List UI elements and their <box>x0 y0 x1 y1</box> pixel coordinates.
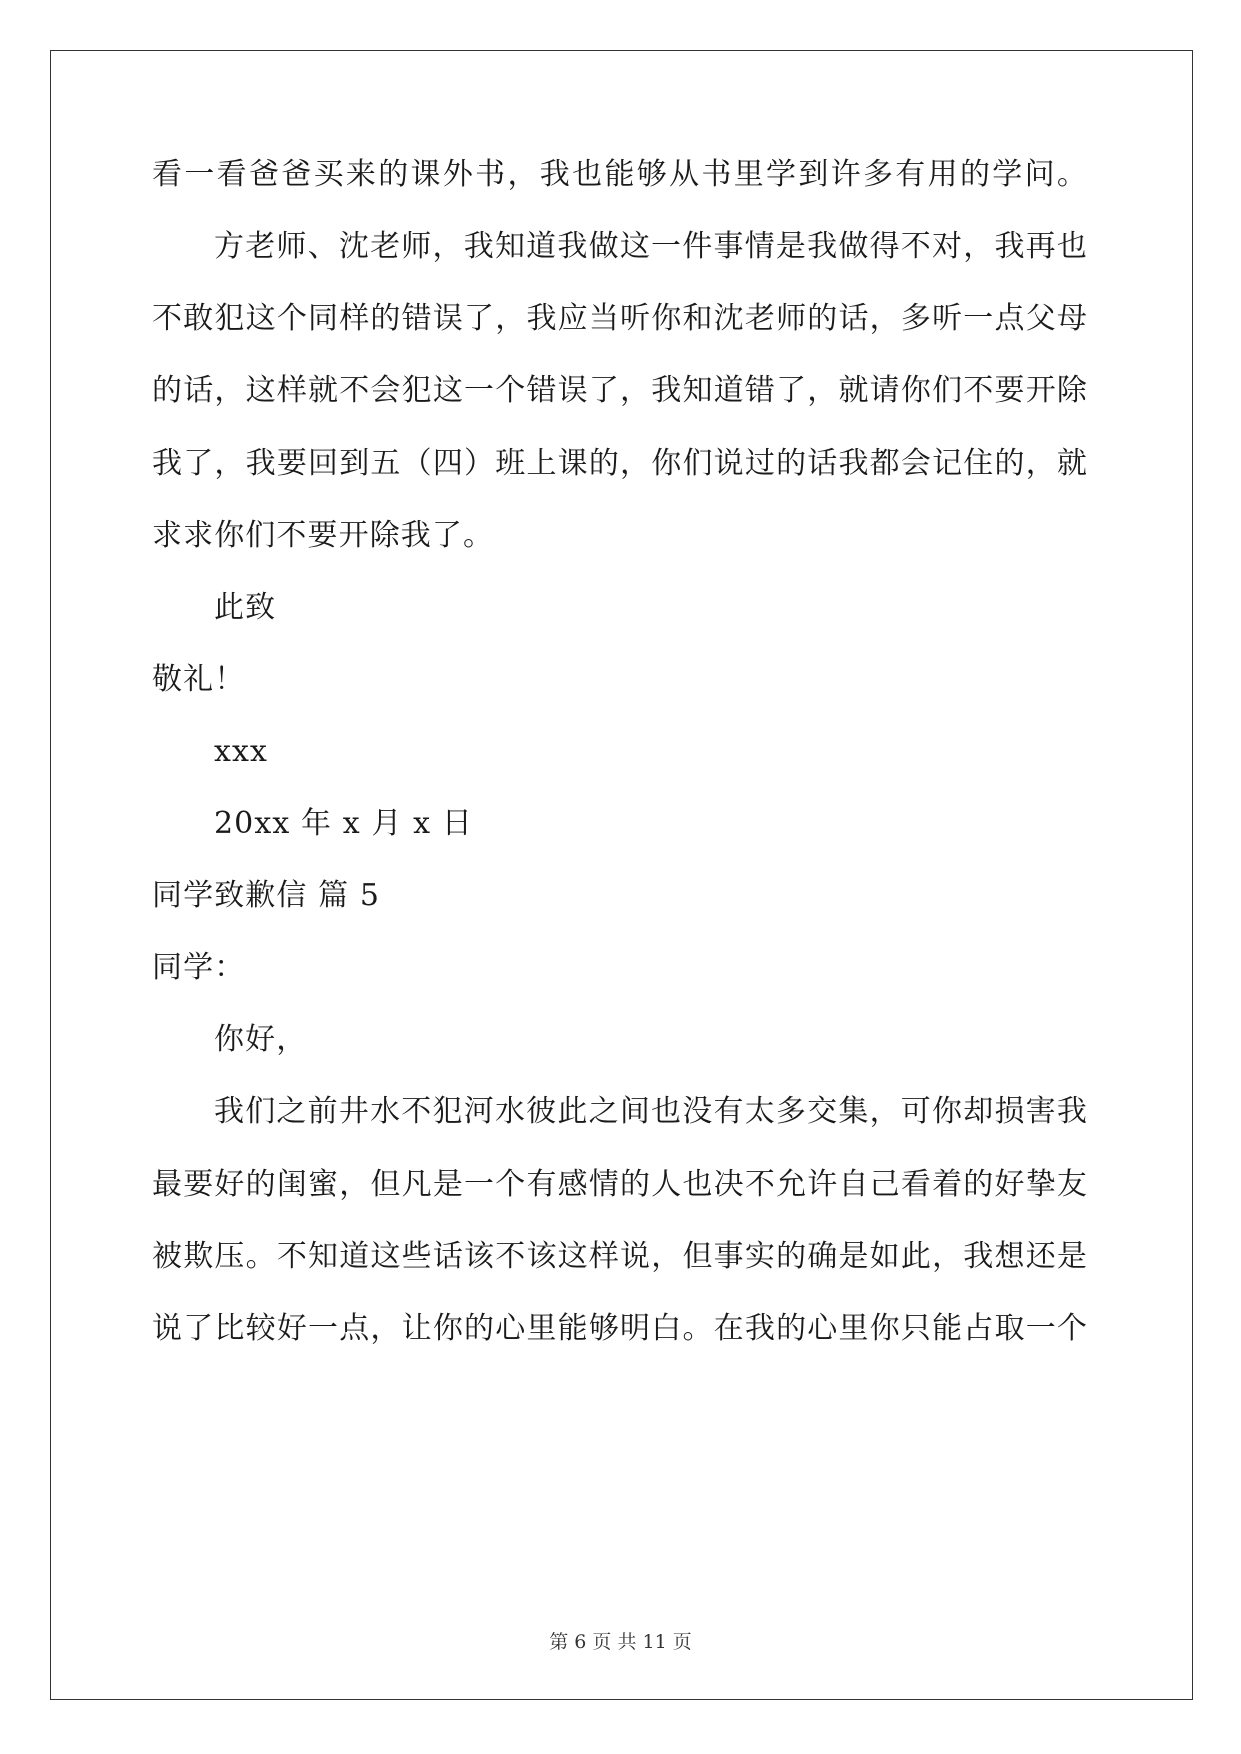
signature: xxx <box>214 734 269 769</box>
body-line-16: 被欺压。不知道这些话该不该这样说，但事实的确是如此，我想还是 <box>152 1239 1088 1274</box>
body-line-3: 不敢犯这个同样的错误了，我应当听你和沈老师的话，多听一点父母 <box>152 301 1088 336</box>
body-line-4: 的话，这样就不会犯这一个错误了，我知道错了，就请你们不要开除 <box>152 373 1088 408</box>
body-line-2: 方老师、沈老师，我知道我做这一件事情是我做得不对，我再也 <box>214 229 1088 264</box>
body-line-1: 看一看爸爸买来的课外书，我也能够从书里学到许多有用的学问。 <box>152 157 1088 192</box>
closing-regards: 敬礼！ <box>152 662 246 697</box>
body-line-5: 我了，我要回到五（四）班上课的，你们说过的话我都会记住的，就 <box>152 446 1088 481</box>
recipient-greeting: 同学： <box>152 950 246 985</box>
page-border <box>50 50 1193 1700</box>
body-line-17: 说了比较好一点，让你的心里能够明白。在我的心里你只能占取一个 <box>152 1311 1088 1346</box>
section-title: 同学致歉信 篇 5 <box>152 878 381 913</box>
date-line: 20xx 年 x 月 x 日 <box>214 806 473 841</box>
closing-salutation: 此致 <box>214 590 277 625</box>
body-line-6: 求求你们不要开除我了。 <box>152 518 495 553</box>
body-line-14: 我们之前井水不犯河水彼此之间也没有太多交集，可你却损害我 <box>214 1094 1088 1129</box>
page-number-footer: 第 6 页 共 11 页 <box>549 1631 692 1653</box>
hello-line: 你好， <box>214 1022 308 1057</box>
body-line-15: 最要好的闺蜜，但凡是一个有感情的人也决不允许自己看着的好挚友 <box>152 1167 1088 1202</box>
